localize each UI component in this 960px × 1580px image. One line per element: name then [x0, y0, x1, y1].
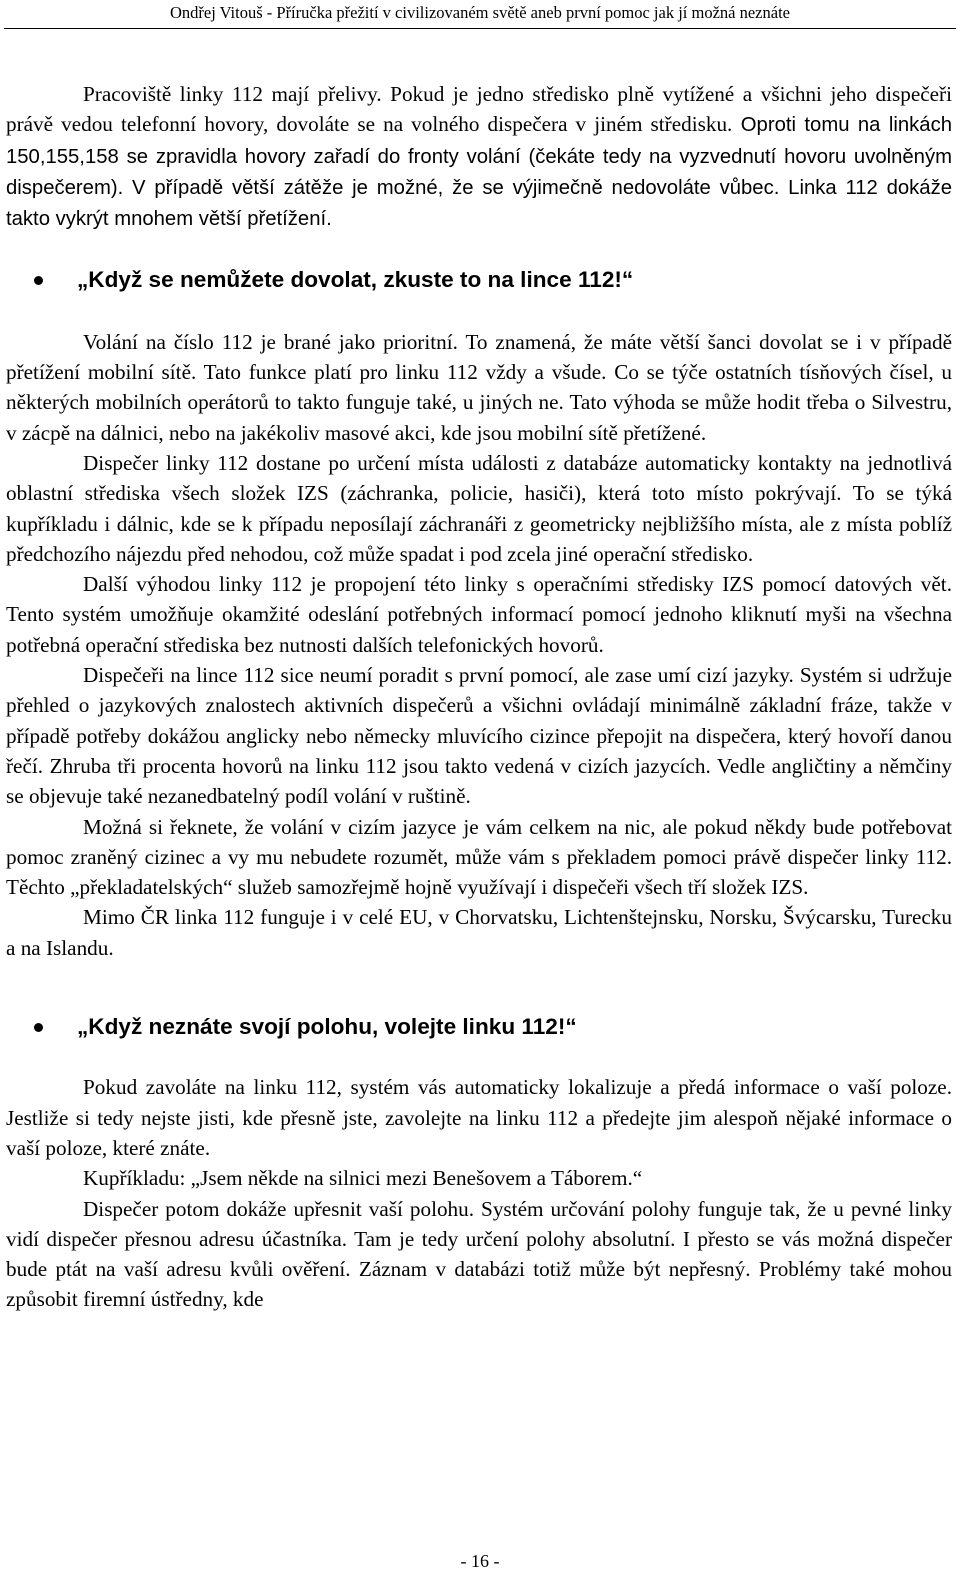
page-body [6, 79, 952, 1315]
spacer [6, 963, 952, 1012]
page-number: - 16 - [460, 1551, 500, 1571]
spacer [6, 1042, 952, 1072]
paragraph-dispecer-kontakty: Dispečer linky 112 dostane po určení místa události z databáze automaticky kontakty na jednotlivá oblastní střediska všech složek IZS (záchranka, policie, hasiči), která toto místo pokrývají. To se týká kupříkladu i dálnic, kde se k případu neposílají záchranáři z geometricky nejbližšího místa, ale z místa poblíž předchozího nájezdu před nehodou, což může spadat i pod zcela jiné operační středisko. [6, 450, 952, 566]
running-header: Ondřej Vitouš - Příručka přežití v civilizovaném světě aneb první pomoc jak jí možná neznáte [169, 3, 790, 22]
paragraph-lokalizace: Pokud zavoláte na linku 112, systém vás automaticky lokalizuje a předá informace o vaší poloze. Jestliže si tedy nejste jisti, kde přesně jste, zavolejte na linku 112 a předejte jim alespoň nějaké informace o vaší poloze, které znáte. [6, 1075, 952, 1160]
spacer [6, 296, 952, 327]
paragraph-overflow-serif: Pracoviště linky 112 mají přelivy. Pokud je jedno středisko plně vytížené a všichni jeho dispečeři právě vedou telefonní hovory, dovoláte se na volného dispečera v jiném středisku. [6, 82, 952, 137]
header-divider [4, 28, 956, 29]
paragraph-prioritni: Volání na číslo 112 je brané jako prioritní. To znamená, že máte větší šanci dovolat se i v případě přetížení mobilní sítě. Tato funkce platí pro linku 112 vždy a všude. Co se týče ostatních tísňových čísel, u některých mobilních operátorů to takto funguje také, u jiných ne. Tato výhoda se může hodit třeba o Silvestru, v zácpě na dálnici, nebo na jakékoliv masové akci, kde jsou mobilní sítě přetížené. [6, 329, 952, 445]
paragraph-mimo-cr: Mimo ČR linka 112 funguje i v celé EU, v Chorvatsku, Lichtenštejnsku, Norsku, Švýcarsku, Turecku a na Islandu. [6, 905, 952, 960]
paragraph-overflow [6, 79, 952, 234]
spacer [6, 234, 952, 265]
paragraph-priklad: Kupříkladu: „Jsem někde na silnici mezi Benešovem a Táborem.“ [83, 1166, 643, 1191]
bullet-heading-text: „Když neznáte svojí polohu, volejte linku 112!“ [77, 1014, 577, 1040]
paragraph-cizi-jazyky: Dispečeři na lince 112 sice neumí poradit s první pomocí, ale zase umí cizí jazyky. Systém si udržuje přehled o jazykových znalostech aktivních dispečerů a všichni ovládají minimálně základní fráze, takže v případě potřeby dokážou anglicky nebo německy mluvícího cizince přepojit na dispečera, který hovoří danou řečí. Zhruba tři procenta hovorů na linku 112 jsou takto vedená v cizích jazycích. Vedle angličtiny a němčiny se objevuje také nezanedbatelný podíl volání v ruštině. [6, 663, 952, 809]
bullet-heading-text: „Když se nemůžete dovolat, zkuste to na lince 112!“ [77, 267, 634, 293]
paragraph-overflow-sans: Oproti tomu na linkách 150,155,158 se zpravidla hovory zařadí do fronty volání (čekáte tedy na vyzvednutí hovoru uvolněným dispečerem). V případě větší zátěže je možné, že se výjimečně nedovoláte vůbec. Linka 112 dokáže takto vykrýt mnohem větší přetížení. [6, 114, 952, 231]
bullet-icon [34, 1023, 43, 1032]
paragraph-datove-vety: Další výhodou linky 112 je propojení této linky s operačními středisky IZS pomocí datových vět. Tento systém umožňuje okamžité odeslání potřebných informací pomocí jednoho kliknutí myši na všechna potřebná operační střediska bez nutnosti dalších telefonických hovorů. [6, 572, 952, 657]
bullet-heading-dovolat [6, 265, 952, 295]
paragraph-urcovani-polohy: Dispečer potom dokáže upřesnit vaší polohu. Systém určování polohy funguje tak, že u pevné linky vidí dispečer přesnou adresu účastníka. Tam je tedy určení polohy absolutní. I přesto se vás možná dispečer bude ptát na vaší adresu kvůli ověření. Záznam v databázi totiž může být nepřesný. Problémy také mohou způsobit firemní ústředny, kde [6, 1196, 952, 1312]
bullet-icon [34, 276, 43, 285]
paragraph-preklad: Možná si řeknete, že volání v cizím jazyce je vám celkem na nic, ale pokud někdy bude potřebovat pomoc zraněný cizinec a vy mu nebudete rozumět, může vám s překladem pomoci právě dispečer linky 112. Těchto „překladatelských“ služeb samozřejmě hojně využívají i dispečeři všech tří složek IZS. [6, 814, 952, 900]
bullet-heading-poloha [6, 1012, 952, 1042]
